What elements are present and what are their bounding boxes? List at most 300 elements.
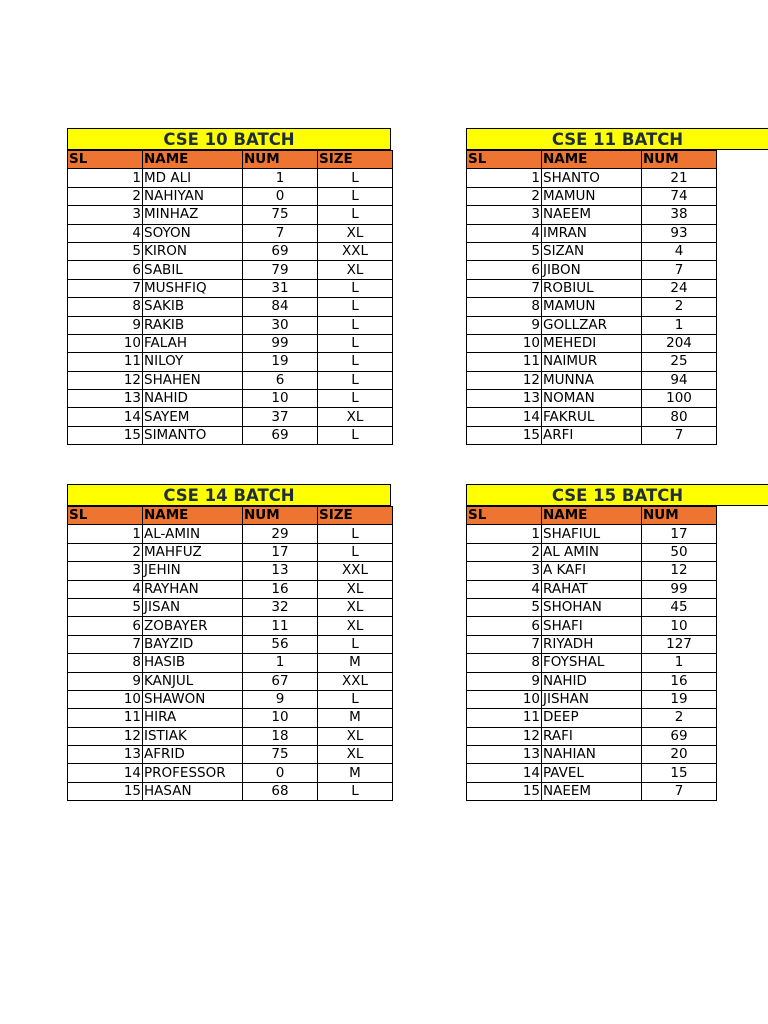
batch-table bbox=[67, 150, 393, 445]
header-sl: SL bbox=[467, 507, 542, 525]
header-sl: SL bbox=[68, 151, 143, 169]
cell-sl: 7 bbox=[467, 279, 542, 297]
table-row bbox=[68, 525, 393, 543]
cell-num: 1 bbox=[642, 316, 717, 334]
cell-num: 99 bbox=[243, 334, 318, 352]
cell-name: SHAWON bbox=[143, 690, 243, 708]
batch-table bbox=[67, 506, 393, 801]
cell-sl: 14 bbox=[467, 764, 542, 782]
cell-sl: 11 bbox=[467, 709, 542, 727]
table-row bbox=[467, 672, 717, 690]
table-row bbox=[68, 279, 393, 297]
table-row bbox=[467, 598, 717, 616]
batch-title: CSE 11 BATCH bbox=[466, 128, 768, 150]
cell-name: DEEP bbox=[542, 709, 642, 727]
table-row bbox=[467, 169, 717, 187]
cell-num: 30 bbox=[243, 316, 318, 334]
cell-num: 10 bbox=[243, 390, 318, 408]
cell-sl: 2 bbox=[68, 543, 143, 561]
table-row bbox=[467, 635, 717, 653]
cell-sl: 8 bbox=[68, 298, 143, 316]
cell-name: SHAFI bbox=[542, 617, 642, 635]
cell-name: RAYHAN bbox=[143, 580, 243, 598]
table-row bbox=[68, 727, 393, 745]
cell-sl: 14 bbox=[68, 764, 143, 782]
cell-name: NAEEM bbox=[542, 206, 642, 224]
cell-sl: 13 bbox=[467, 390, 542, 408]
cell-sl: 7 bbox=[68, 279, 143, 297]
cell-size: L bbox=[318, 187, 393, 205]
cell-sl: 1 bbox=[68, 525, 143, 543]
cell-name: HIRA bbox=[143, 709, 243, 727]
table-row bbox=[467, 617, 717, 635]
cell-size: L bbox=[318, 782, 393, 800]
table-row bbox=[467, 426, 717, 444]
cell-sl: 2 bbox=[68, 187, 143, 205]
table-row bbox=[68, 562, 393, 580]
table-row bbox=[467, 316, 717, 334]
cell-name: ARFI bbox=[542, 426, 642, 444]
cell-size: XL bbox=[318, 746, 393, 764]
cell-name: SHAFIUL bbox=[542, 525, 642, 543]
table-row bbox=[467, 371, 717, 389]
cell-size: XL bbox=[318, 408, 393, 426]
table-row bbox=[68, 169, 393, 187]
header-row bbox=[467, 507, 717, 525]
cell-sl: 15 bbox=[467, 426, 542, 444]
cell-sl: 2 bbox=[467, 543, 542, 561]
table-row bbox=[68, 690, 393, 708]
cell-sl: 4 bbox=[467, 224, 542, 242]
cell-num: 68 bbox=[243, 782, 318, 800]
cell-name: SAYEM bbox=[143, 408, 243, 426]
cell-sl: 10 bbox=[467, 690, 542, 708]
cell-num: 1 bbox=[243, 169, 318, 187]
cell-sl: 1 bbox=[467, 525, 542, 543]
cell-num: 10 bbox=[642, 617, 717, 635]
header-name: NAME bbox=[542, 507, 642, 525]
cell-num: 4 bbox=[642, 242, 717, 260]
cell-size: M bbox=[318, 654, 393, 672]
cell-size: L bbox=[318, 525, 393, 543]
cell-num: 56 bbox=[243, 635, 318, 653]
header-row bbox=[68, 507, 393, 525]
cell-num: 20 bbox=[642, 746, 717, 764]
table-row bbox=[68, 242, 393, 260]
cell-size: L bbox=[318, 371, 393, 389]
cell-name: NILOY bbox=[143, 353, 243, 371]
cell-name: SIMANTO bbox=[143, 426, 243, 444]
table-row bbox=[68, 316, 393, 334]
cell-name: HASAN bbox=[143, 782, 243, 800]
cell-num: 7 bbox=[642, 782, 717, 800]
table-row bbox=[467, 261, 717, 279]
cell-num: 80 bbox=[642, 408, 717, 426]
cell-num: 13 bbox=[243, 562, 318, 580]
cell-num: 79 bbox=[243, 261, 318, 279]
cell-sl: 5 bbox=[68, 242, 143, 260]
table-row bbox=[467, 746, 717, 764]
header-sl: SL bbox=[467, 151, 542, 169]
table-row bbox=[68, 371, 393, 389]
cell-name: FAKRUL bbox=[542, 408, 642, 426]
cell-num: 69 bbox=[243, 426, 318, 444]
cell-name: MEHEDI bbox=[542, 334, 642, 352]
cell-num: 19 bbox=[243, 353, 318, 371]
table-row bbox=[68, 709, 393, 727]
cell-num: 24 bbox=[642, 279, 717, 297]
cell-num: 18 bbox=[243, 727, 318, 745]
cell-sl: 3 bbox=[68, 206, 143, 224]
cell-name: MUSHFIQ bbox=[143, 279, 243, 297]
header-row bbox=[467, 151, 717, 169]
cell-sl: 1 bbox=[467, 169, 542, 187]
cell-num: 99 bbox=[642, 580, 717, 598]
table-row bbox=[68, 635, 393, 653]
table-row bbox=[68, 353, 393, 371]
cell-name: GOLLZAR bbox=[542, 316, 642, 334]
cell-sl: 9 bbox=[68, 672, 143, 690]
cell-name: RAHAT bbox=[542, 580, 642, 598]
cell-sl: 5 bbox=[467, 598, 542, 616]
table-body bbox=[467, 169, 717, 445]
cell-name: PROFESSOR bbox=[143, 764, 243, 782]
cell-name: KANJUL bbox=[143, 672, 243, 690]
batch-title: CSE 14 BATCH bbox=[67, 484, 391, 506]
cell-sl: 3 bbox=[467, 562, 542, 580]
table-row bbox=[68, 224, 393, 242]
cell-name: NOMAN bbox=[542, 390, 642, 408]
table-row bbox=[467, 206, 717, 224]
cell-sl: 13 bbox=[68, 390, 143, 408]
cell-sl: 8 bbox=[467, 654, 542, 672]
cell-sl: 5 bbox=[68, 598, 143, 616]
cell-name: NAEEM bbox=[542, 782, 642, 800]
cell-sl: 3 bbox=[467, 206, 542, 224]
cell-sl: 1 bbox=[68, 169, 143, 187]
cell-size: XXL bbox=[318, 562, 393, 580]
cell-num: 2 bbox=[642, 709, 717, 727]
header-num: NUM bbox=[642, 151, 717, 169]
table-row bbox=[467, 334, 717, 352]
cell-name: ROBIUL bbox=[542, 279, 642, 297]
table-row bbox=[467, 654, 717, 672]
cell-size: L bbox=[318, 316, 393, 334]
cell-num: 100 bbox=[642, 390, 717, 408]
cell-sl: 2 bbox=[467, 187, 542, 205]
table-row bbox=[68, 746, 393, 764]
cell-num: 31 bbox=[243, 279, 318, 297]
cell-num: 19 bbox=[642, 690, 717, 708]
cell-name: MD ALI bbox=[143, 169, 243, 187]
cell-name: MUNNA bbox=[542, 371, 642, 389]
header-num: NUM bbox=[243, 507, 318, 525]
cell-name: MINHAZ bbox=[143, 206, 243, 224]
table-row bbox=[467, 408, 717, 426]
cell-name: NAIMUR bbox=[542, 353, 642, 371]
cell-name: RIYADH bbox=[542, 635, 642, 653]
cell-sl: 14 bbox=[68, 408, 143, 426]
cell-num: 67 bbox=[243, 672, 318, 690]
cell-num: 7 bbox=[243, 224, 318, 242]
cell-sl: 7 bbox=[68, 635, 143, 653]
table-body bbox=[68, 525, 393, 801]
cell-num: 12 bbox=[642, 562, 717, 580]
cell-num: 0 bbox=[243, 187, 318, 205]
table-row bbox=[467, 224, 717, 242]
cell-num: 15 bbox=[642, 764, 717, 782]
cell-num: 69 bbox=[642, 727, 717, 745]
cell-name: ZOBAYER bbox=[143, 617, 243, 635]
cell-size: L bbox=[318, 390, 393, 408]
cell-size: L bbox=[318, 169, 393, 187]
header-name: NAME bbox=[143, 507, 243, 525]
cell-num: 127 bbox=[642, 635, 717, 653]
cell-num: 45 bbox=[642, 598, 717, 616]
cell-size: XL bbox=[318, 598, 393, 616]
table-row bbox=[467, 543, 717, 561]
cell-num: 0 bbox=[243, 764, 318, 782]
cell-name: BAYZID bbox=[143, 635, 243, 653]
cell-num: 16 bbox=[243, 580, 318, 598]
cell-sl: 9 bbox=[467, 672, 542, 690]
cell-sl: 11 bbox=[68, 709, 143, 727]
cell-name: FALAH bbox=[143, 334, 243, 352]
header-num: NUM bbox=[642, 507, 717, 525]
cell-size: L bbox=[318, 543, 393, 561]
cell-name: NAHIYAN bbox=[143, 187, 243, 205]
cell-name: JIBON bbox=[542, 261, 642, 279]
table-row bbox=[68, 764, 393, 782]
header-size: SIZE bbox=[318, 151, 393, 169]
table-row bbox=[68, 187, 393, 205]
cell-sl: 8 bbox=[467, 298, 542, 316]
cell-name: AL AMIN bbox=[542, 543, 642, 561]
cell-sl: 4 bbox=[68, 224, 143, 242]
cell-sl: 14 bbox=[467, 408, 542, 426]
cell-size: M bbox=[318, 709, 393, 727]
cell-num: 38 bbox=[642, 206, 717, 224]
cell-sl: 12 bbox=[68, 371, 143, 389]
cell-size: XL bbox=[318, 727, 393, 745]
cell-num: 75 bbox=[243, 746, 318, 764]
table-row bbox=[68, 334, 393, 352]
cell-num: 10 bbox=[243, 709, 318, 727]
cell-num: 93 bbox=[642, 224, 717, 242]
cell-name: JISHAN bbox=[542, 690, 642, 708]
cell-sl: 4 bbox=[68, 580, 143, 598]
cell-size: XL bbox=[318, 580, 393, 598]
cell-num: 74 bbox=[642, 187, 717, 205]
cell-sl: 10 bbox=[467, 334, 542, 352]
cell-name: NAHIAN bbox=[542, 746, 642, 764]
cell-num: 25 bbox=[642, 353, 717, 371]
cell-num: 7 bbox=[642, 426, 717, 444]
cell-sl: 12 bbox=[68, 727, 143, 745]
cell-num: 1 bbox=[243, 654, 318, 672]
cell-size: XL bbox=[318, 617, 393, 635]
batch-title: CSE 15 BATCH bbox=[466, 484, 768, 506]
batch-title: CSE 10 BATCH bbox=[67, 128, 391, 150]
table-row bbox=[68, 654, 393, 672]
cell-size: M bbox=[318, 764, 393, 782]
cell-size: L bbox=[318, 279, 393, 297]
header-name: NAME bbox=[143, 151, 243, 169]
table-row bbox=[467, 279, 717, 297]
cell-num: 16 bbox=[642, 672, 717, 690]
table-row bbox=[68, 782, 393, 800]
cell-num: 7 bbox=[642, 261, 717, 279]
cell-num: 21 bbox=[642, 169, 717, 187]
cell-sl: 4 bbox=[467, 580, 542, 598]
cell-name: MAMUN bbox=[542, 298, 642, 316]
cell-size: XXL bbox=[318, 672, 393, 690]
cell-name: MAHFUZ bbox=[143, 543, 243, 561]
cell-num: 29 bbox=[243, 525, 318, 543]
cell-num: 204 bbox=[642, 334, 717, 352]
table-row bbox=[68, 390, 393, 408]
cell-num: 2 bbox=[642, 298, 717, 316]
table-row bbox=[467, 764, 717, 782]
cell-sl: 10 bbox=[68, 690, 143, 708]
cell-num: 17 bbox=[243, 543, 318, 561]
cell-name: RAKIB bbox=[143, 316, 243, 334]
cell-name: SHAHEN bbox=[143, 371, 243, 389]
cell-name: FOYSHAL bbox=[542, 654, 642, 672]
table-row bbox=[68, 261, 393, 279]
cell-name: AFRID bbox=[143, 746, 243, 764]
cell-sl: 8 bbox=[68, 654, 143, 672]
cell-size: L bbox=[318, 635, 393, 653]
table-row bbox=[467, 298, 717, 316]
cell-num: 84 bbox=[243, 298, 318, 316]
cell-name: NAHID bbox=[143, 390, 243, 408]
header-size: SIZE bbox=[318, 507, 393, 525]
table-row bbox=[68, 672, 393, 690]
cell-num: 75 bbox=[243, 206, 318, 224]
cell-num: 17 bbox=[642, 525, 717, 543]
header-sl: SL bbox=[68, 507, 143, 525]
cell-sl: 13 bbox=[68, 746, 143, 764]
header-name: NAME bbox=[542, 151, 642, 169]
cell-name: JEHIN bbox=[143, 562, 243, 580]
cell-sl: 3 bbox=[68, 562, 143, 580]
cell-sl: 7 bbox=[467, 635, 542, 653]
table-row bbox=[68, 206, 393, 224]
table-row bbox=[467, 782, 717, 800]
cell-sl: 6 bbox=[467, 261, 542, 279]
cell-num: 50 bbox=[642, 543, 717, 561]
table-row bbox=[467, 580, 717, 598]
cell-sl: 11 bbox=[467, 353, 542, 371]
table-row bbox=[68, 580, 393, 598]
table-row bbox=[68, 426, 393, 444]
cell-name: JISAN bbox=[143, 598, 243, 616]
table-row bbox=[68, 617, 393, 635]
cell-name: SHANTO bbox=[542, 169, 642, 187]
cell-name: PAVEL bbox=[542, 764, 642, 782]
cell-num: 11 bbox=[243, 617, 318, 635]
cell-size: L bbox=[318, 334, 393, 352]
cell-sl: 5 bbox=[467, 242, 542, 260]
table-row bbox=[467, 525, 717, 543]
table-row bbox=[467, 390, 717, 408]
cell-num: 6 bbox=[243, 371, 318, 389]
cell-name: IMRAN bbox=[542, 224, 642, 242]
cell-sl: 15 bbox=[467, 782, 542, 800]
cell-sl: 12 bbox=[467, 371, 542, 389]
header-num: NUM bbox=[243, 151, 318, 169]
cell-sl: 13 bbox=[467, 746, 542, 764]
cell-name: MAMUN bbox=[542, 187, 642, 205]
cell-num: 9 bbox=[243, 690, 318, 708]
cell-sl: 6 bbox=[68, 261, 143, 279]
cell-size: L bbox=[318, 206, 393, 224]
cell-size: XL bbox=[318, 224, 393, 242]
cell-sl: 11 bbox=[68, 353, 143, 371]
cell-sl: 9 bbox=[68, 316, 143, 334]
cell-size: L bbox=[318, 426, 393, 444]
cell-name: SOYON bbox=[143, 224, 243, 242]
cell-name: HASIB bbox=[143, 654, 243, 672]
header-row bbox=[68, 151, 393, 169]
cell-name: SABIL bbox=[143, 261, 243, 279]
table-row bbox=[467, 187, 717, 205]
cell-size: L bbox=[318, 353, 393, 371]
cell-sl: 6 bbox=[68, 617, 143, 635]
cell-sl: 9 bbox=[467, 316, 542, 334]
cell-num: 32 bbox=[243, 598, 318, 616]
cell-name: A KAFI bbox=[542, 562, 642, 580]
table-row bbox=[68, 298, 393, 316]
cell-num: 37 bbox=[243, 408, 318, 426]
cell-size: XXL bbox=[318, 242, 393, 260]
cell-sl: 6 bbox=[467, 617, 542, 635]
table-row bbox=[467, 242, 717, 260]
cell-size: XL bbox=[318, 261, 393, 279]
cell-num: 69 bbox=[243, 242, 318, 260]
batch-table bbox=[466, 506, 717, 801]
cell-size: L bbox=[318, 690, 393, 708]
table-body bbox=[68, 169, 393, 445]
cell-sl: 12 bbox=[467, 727, 542, 745]
table-row bbox=[467, 690, 717, 708]
cell-name: NAHID bbox=[542, 672, 642, 690]
cell-size: L bbox=[318, 298, 393, 316]
table-row bbox=[467, 709, 717, 727]
cell-num: 94 bbox=[642, 371, 717, 389]
cell-num: 1 bbox=[642, 654, 717, 672]
cell-name: AL-AMIN bbox=[143, 525, 243, 543]
cell-name: SIZAN bbox=[542, 242, 642, 260]
table-body bbox=[467, 525, 717, 801]
cell-name: ISTIAK bbox=[143, 727, 243, 745]
cell-name: RAFI bbox=[542, 727, 642, 745]
cell-name: KIRON bbox=[143, 242, 243, 260]
table-row bbox=[467, 727, 717, 745]
table-row bbox=[68, 598, 393, 616]
table-row bbox=[467, 353, 717, 371]
cell-name: SHOHAN bbox=[542, 598, 642, 616]
cell-name: SAKIB bbox=[143, 298, 243, 316]
cell-sl: 10 bbox=[68, 334, 143, 352]
cell-sl: 15 bbox=[68, 426, 143, 444]
table-row bbox=[68, 543, 393, 561]
batch-table bbox=[466, 150, 717, 445]
cell-sl: 15 bbox=[68, 782, 143, 800]
table-row bbox=[467, 562, 717, 580]
table-row bbox=[68, 408, 393, 426]
